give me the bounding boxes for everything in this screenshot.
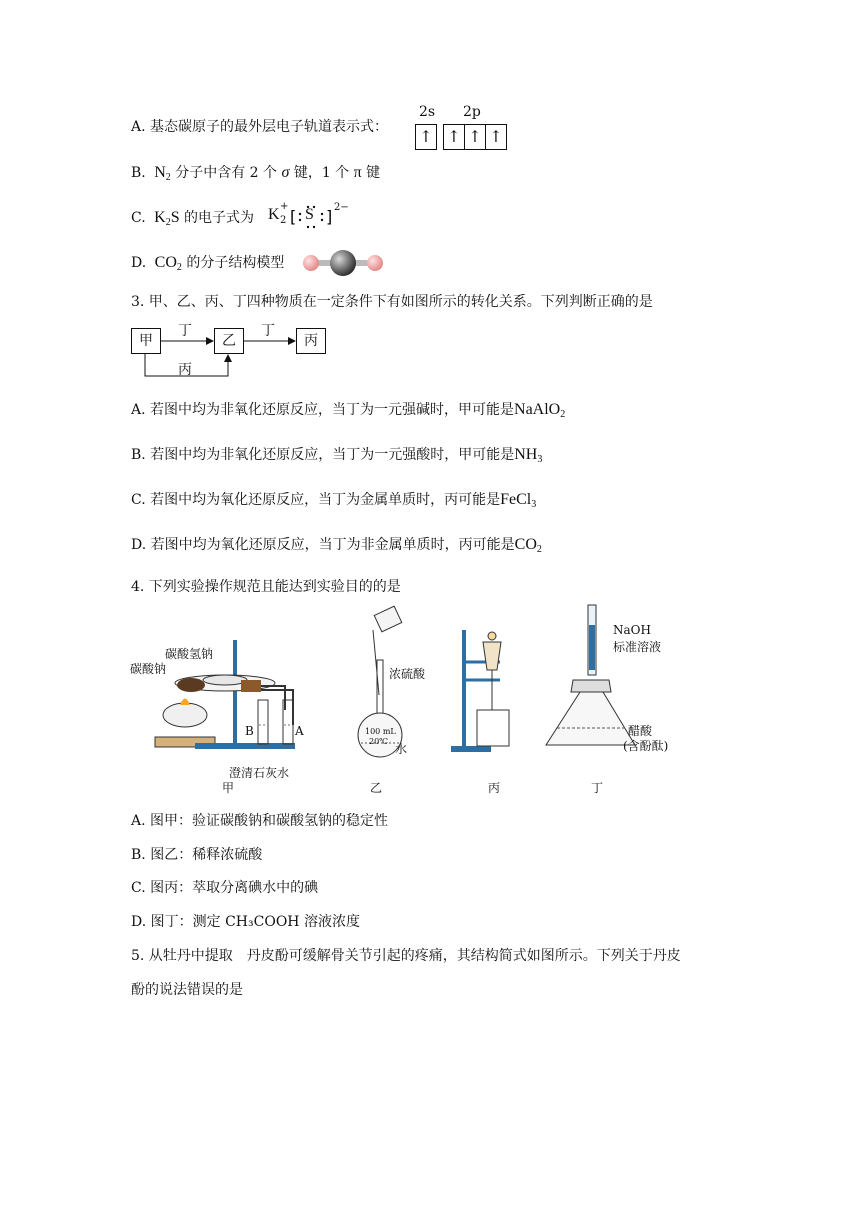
label-water: 水 bbox=[395, 742, 408, 756]
orbital-2s-label: 2s bbox=[419, 104, 436, 120]
q3-option-d: D. 若图中均为氧化还原反应，当丁为非金属单质时，丙可能是$CO_2$ bbox=[131, 536, 542, 555]
q4-option-b: B. 图乙：稀释浓硫酸 bbox=[131, 847, 263, 863]
orbital-2p-box-1: ↑ bbox=[443, 124, 465, 150]
electron-formula-k2s: K + 2 [ ] S 2− bbox=[268, 200, 358, 230]
arrow-label-ding-2: 丁 bbox=[261, 323, 275, 339]
box-yi: 乙 bbox=[214, 328, 244, 354]
orbital-diagram bbox=[413, 104, 513, 150]
label-b: B bbox=[245, 724, 254, 738]
q4-option-c: C. 图丙：萃取分离碘水中的碘 bbox=[131, 880, 319, 896]
q3-conversion-diagram bbox=[131, 323, 331, 383]
label-yi: 乙 bbox=[370, 781, 383, 795]
q3-stem: 3. 甲、乙、丙、丁四种物质在一定条件下有如图所示的转化关系。下列判断正确的是 bbox=[131, 294, 653, 310]
arrow-label-bing: 丙 bbox=[178, 362, 192, 378]
label-nahco3: 碳酸氢钠 bbox=[165, 647, 214, 661]
label-flask-volume: 100 mL bbox=[365, 727, 396, 736]
apparatus-drawings bbox=[125, 600, 685, 800]
option-text: 分子中含有 2 个 bbox=[175, 165, 278, 181]
option-label: C. bbox=[131, 210, 146, 226]
arrow-label-ding-1: 丁 bbox=[178, 323, 192, 339]
svg-text:]: ] bbox=[326, 207, 333, 226]
label-bing: 丙 bbox=[488, 781, 501, 795]
label-na2co3: 碳酸钠 bbox=[130, 662, 167, 676]
q2-option-c bbox=[131, 208, 254, 233]
sigma-symbol: σ bbox=[281, 164, 290, 181]
q4-option-d: D. 图丁：测定 CH₃COOH 溶液浓度 bbox=[131, 914, 360, 930]
box-jia: 甲 bbox=[131, 328, 161, 354]
orbital-2s-box: ↑ bbox=[415, 124, 437, 150]
label-flask-temp: 20℃ bbox=[369, 737, 389, 746]
orbital-2p-label: 2p bbox=[463, 104, 481, 120]
q4-apparatus-figure bbox=[125, 600, 685, 800]
label-acetic-acid: 醋酸 bbox=[628, 724, 653, 738]
co2-model-image bbox=[300, 248, 386, 278]
q5-stem-line2: 酚的说法错误的是 bbox=[131, 982, 243, 998]
option-text: 的分子结构模型 bbox=[186, 255, 285, 271]
label-jia: 甲 bbox=[222, 781, 235, 795]
option-label: A. bbox=[131, 119, 146, 135]
pi-symbol: π bbox=[353, 164, 362, 181]
box-bing: 丙 bbox=[296, 328, 326, 354]
q4-option-a: A. 图甲：验证碳酸钠和碳酸氢钠的稳定性 bbox=[131, 813, 389, 829]
orbital-2p-box-2: ↑ bbox=[465, 124, 486, 150]
formula-k2s: $K_2S$ bbox=[154, 209, 180, 228]
formula-n2: $N_2$ bbox=[154, 164, 171, 183]
q2-option-b bbox=[131, 163, 380, 188]
q3-option-a: A. 若图中均为非氧化还原反应，当丁为一元强碱时，甲可能是NaAlO$_2$ bbox=[131, 401, 566, 420]
option-label: D. bbox=[131, 255, 147, 271]
label-a: A bbox=[295, 724, 304, 738]
flow-arrows bbox=[131, 328, 331, 383]
label-std-solution: 标准溶液 bbox=[613, 640, 662, 654]
q3-option-c: C. 若图中均为氧化还原反应，当丁为金属单质时，丙可能是FeCl$_3$ bbox=[131, 491, 537, 510]
q3-option-b: B. 若图中均为非氧化还原反应，当丁为一元强酸时，甲可能是$NH_3$ bbox=[131, 446, 543, 465]
label-phenolphthalein: (含酚酞) bbox=[623, 739, 669, 753]
q2-option-d bbox=[131, 253, 284, 278]
label-ding: 丁 bbox=[591, 781, 604, 795]
q2-option-a bbox=[131, 117, 388, 137]
option-text: 的电子式为 bbox=[184, 210, 255, 226]
formula-co2: $CO_2$ bbox=[154, 254, 182, 273]
label-naoh: NaOH bbox=[613, 623, 651, 637]
label-limewater: 澄清石灰水 bbox=[229, 766, 290, 780]
svg-text:[: [ bbox=[290, 207, 297, 226]
q5-stem-line1: 5. 从牡丹中提取 丹皮酚可缓解骨关节引起的疼痛，其结构简式如图所示。下列关于丹皮 bbox=[131, 948, 681, 964]
option-text: 键，1 个 bbox=[293, 165, 350, 181]
label-conc-acid: 浓硫酸 bbox=[389, 667, 426, 681]
option-text: 键 bbox=[366, 165, 381, 181]
option-label: B. bbox=[131, 165, 146, 181]
option-text: 基态碳原子的最外层电子轨道表示式： bbox=[150, 119, 389, 135]
q4-stem: 4. 下列实验操作规范且能达到实验目的的是 bbox=[131, 579, 401, 595]
orbital-2p-box-3: ↑ bbox=[486, 124, 507, 150]
